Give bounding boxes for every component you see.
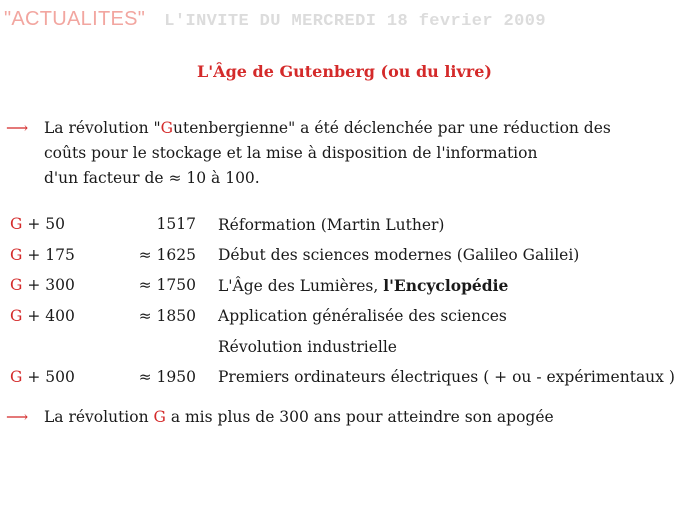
timeline-row: [10, 362, 675, 393]
year-cell: ≈ 1850: [138, 306, 196, 325]
event-text: L'Âge des Lumières,: [218, 276, 384, 295]
year-cell: ≈ 1625: [138, 245, 196, 264]
year-cell: 1517: [156, 215, 196, 234]
year-cell: [104, 331, 218, 362]
timeline-row: [10, 331, 675, 362]
intro-paragraph: [6, 116, 676, 191]
event-emphasis: l'Encyclopédie: [383, 275, 509, 295]
event-text: Application généralisée des sciences: [218, 307, 507, 326]
offset-cell: [10, 240, 104, 271]
timeline-row: [10, 270, 675, 301]
g-letter: G: [10, 245, 23, 264]
year-cell: ≈ 1750: [138, 276, 196, 295]
event-cell: [218, 209, 675, 240]
event-cell: [218, 270, 675, 301]
event-text: Réformation (Martin Luther): [218, 215, 445, 234]
timeline-table: [10, 209, 675, 392]
g-letter: G: [10, 215, 23, 234]
slide-header: [4, 8, 546, 31]
arrow-icon: ⟶: [6, 119, 29, 137]
event-text: Premiers ordinateurs électriques ( + ou - expérimentaux ): [218, 368, 675, 387]
g-letter: G: [10, 276, 23, 295]
offset-cell: [10, 331, 104, 362]
event-cell: [218, 301, 675, 332]
offset-cell: [10, 270, 104, 301]
offset-cell: [10, 209, 104, 240]
offset-value: + 50: [27, 215, 65, 234]
intro-line-1: ⟶ La révolution "Gutenbergienne" a été déclenchée par une réduction des: [6, 116, 676, 141]
event-cell: [218, 240, 675, 271]
offset-cell: [10, 362, 104, 393]
intro-line-2: coûts pour le stockage et la mise à disposition de l'information: [44, 144, 538, 162]
event-text: Début des sciences modernes (Galileo Galilei): [218, 246, 580, 265]
event-text: Révolution industrielle: [218, 337, 397, 356]
slide-title: L'Âge de Gutenberg (ou du livre): [197, 62, 492, 81]
timeline-row: [10, 240, 675, 271]
g-letter: G: [10, 367, 23, 386]
intro-line-3: d'un facteur de ≈ 10 à 100.: [44, 169, 260, 187]
conclusion-line: ⟶ La révolution G a mis plus de 300 ans pour atteindre son apogée: [6, 408, 554, 426]
year-cell: ≈ 1950: [138, 367, 196, 386]
timeline-row: [10, 209, 675, 240]
offset-value: + 175: [27, 245, 75, 264]
arrow-icon: ⟶: [6, 408, 29, 426]
offset-value: + 300: [27, 276, 75, 295]
offset-value: + 500: [27, 367, 75, 386]
g-letter: G: [160, 119, 174, 137]
offset-value: + 400: [27, 306, 75, 325]
slide-subtitle: L'INVITE DU MERCREDI 18 fevrier 2009: [164, 12, 546, 31]
section-tag: "ACTUALITES": [4, 8, 146, 30]
offset-cell: [10, 301, 104, 332]
timeline-row: [10, 301, 675, 332]
event-cell: [218, 362, 675, 393]
g-letter: G: [153, 408, 166, 426]
g-letter: G: [10, 306, 23, 325]
event-cell: [218, 331, 675, 362]
